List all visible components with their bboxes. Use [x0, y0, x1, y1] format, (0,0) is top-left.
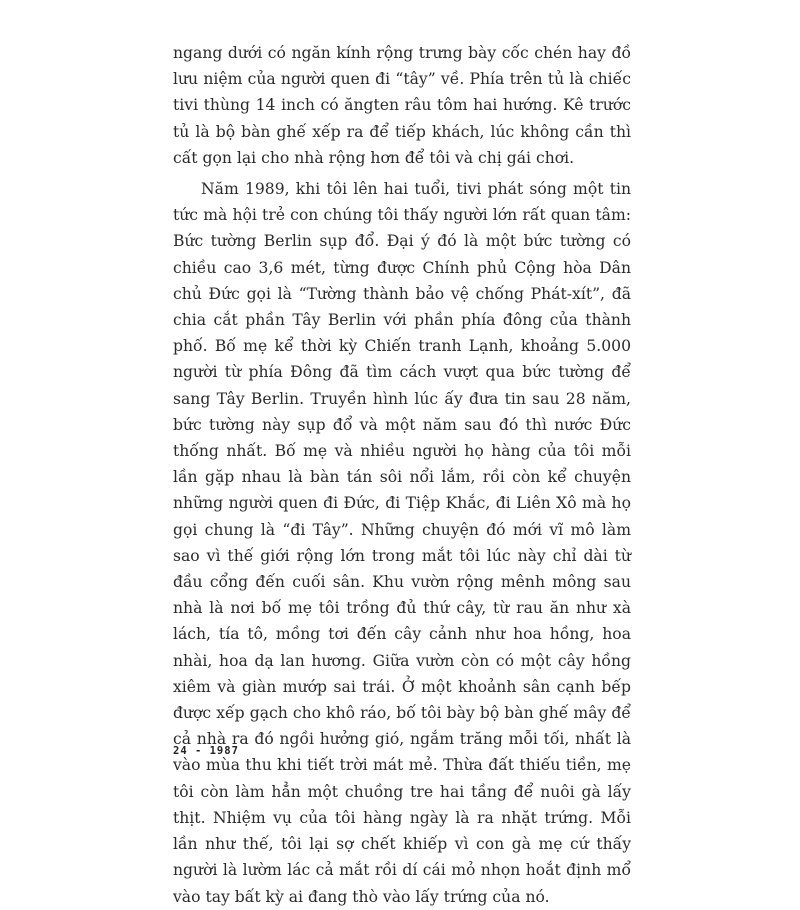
- paragraph-continuation: ngang dưới có ngăn kính rộng trưng bày cốc chén hay đồ lưu niệm của người quen đi “tây” về. Phía trên tủ là chiếc tivi thùng 14 inch có ăngten râu tôm hai hướng. Kê trước tủ là bộ bàn ghế xếp ra để tiếp khách, lúc không cần thì cất gọn lại cho nhà rộng hơn để tôi và chị gái chơi.: [173, 44, 631, 167]
- paragraph-berlin-wall: Năm 1989, khi tôi lên hai tuổi, tivi phát sóng một tin tức mà hội trẻ con chúng tôi thấy người lớn rất quan tâm: Bức tường Berlin sụp đổ. Đại ý đó là một bức tường có chiều cao 3,6 mét, từng được Chính phủ Cộng hòa Dân chủ Đức gọi là “Tường thành bảo vệ chống Phát-xít”, đã chia cắt phần Tây Berlin với phần phía đông của thành phố. Bố mẹ kể thời kỳ Chiến tranh Lạnh, khoảng 5.000 người từ phía Đông đã tìm cách vượt qua bức tường để sang Tây Berlin. Truyền hình lúc ấy đưa tin sau 28 năm, bức tường này sụp đổ và một năm sau đó thì nước Đức thống nhất. Bố mẹ và nhiều người họ hàng của tôi mỗi lần gặp nhau là bàn tán sôi nổi lắm, rồi còn kể chuyện những người quen đi Đức, đi Tiệp Khắc, đi Liên Xô mà họ gọi chung là “đi Tây”. Những chuyện đó mới vĩ mô làm sao vì thế giới rộng lớn trong mắt tôi lúc này chỉ dài từ đầu cổng đến cuối sân. Khu vườn rộng mênh mông sau nhà là nơi bố mẹ tôi trồng đủ thứ cây, từ rau ăn như xà lách, tía tô, mồng tơi đến cây cảnh như hoa hồng, hoa nhài, hoa dạ lan hương. Giữa vườn còn có một cây hồng xiêm và giàn mướp sai trái. Ở một khoảnh sân cạnh bếp được xếp gạch cho khô ráo, bố tôi bày bộ bàn ghế mây để cả nhà ra đó ngồi hưởng gió, ngắm trăng mỗi tối, nhất là vào mùa thu khi tiết trời mát mẻ. Thừa đất thiếu tiền, mẹ tôi còn làm hẳn một chuồng tre hai tầng để nuôi gà lấy thịt. Nhiệm vụ của tôi hàng ngày là ra nhặt trứng. Mỗi lần như thế, tôi lại sợ chết khiếp vì con gà mẹ cứ thấy người là lườm lác cả mắt rồi dí cái mỏ nhọn hoắt định mổ vào tay bất kỳ ai đang thò vào lấy trứng của nó.: [173, 180, 631, 906]
- body-text: [173, 40, 631, 910]
- page-footer: 24 - 1987: [173, 745, 239, 757]
